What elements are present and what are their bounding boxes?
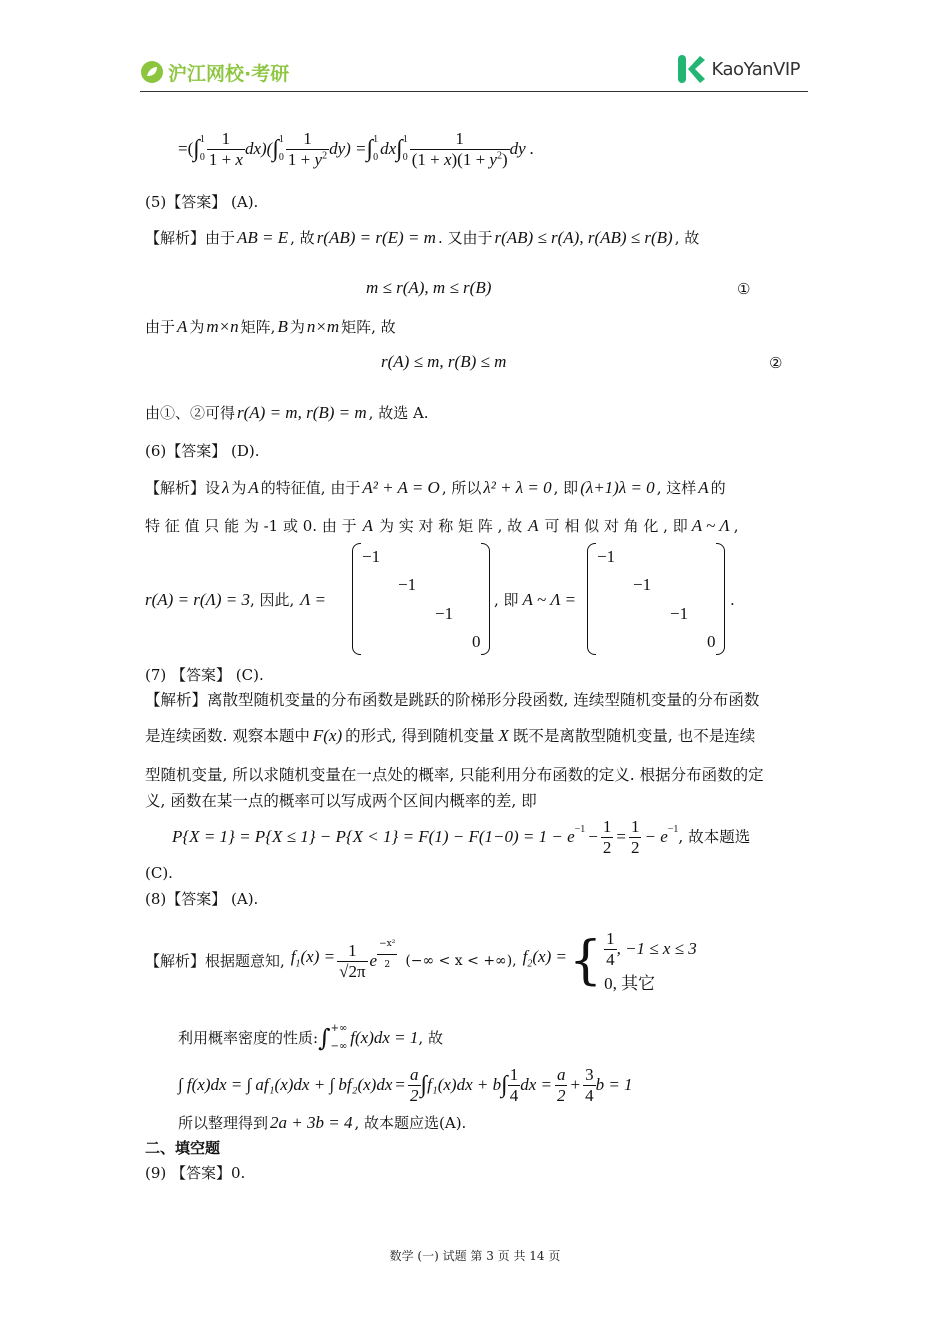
eq-mid2: dy) =: [329, 139, 367, 158]
q8-line4: 所以整理得到 2a + 3b = 4 , 故本题应选(A).: [178, 1113, 467, 1132]
eq-lead: =(: [178, 139, 194, 158]
q5-analysis: 【解析】由于 AB = E , 故 r(AB) = r(E) = m . 又由于 r(AB) ≤ r(A), r(AB) ≤ r(B) , 故: [145, 228, 700, 247]
integral-sign: ∫: [272, 135, 279, 162]
page-footer: 数学 (一) 试题 第 3 页 共 14 页: [389, 1249, 561, 1263]
q6-answer: (6)【答案】 (D).: [145, 442, 260, 460]
integral-limits: 1 0: [199, 134, 205, 163]
matrix-entry: −1: [670, 604, 689, 623]
brand-left-text: 沪江网校·考研: [168, 62, 290, 85]
q6-line3-end: .: [730, 591, 735, 609]
matrix-lambda: [352, 543, 490, 655]
matrix-entry: 0: [707, 632, 716, 651]
eq-tail: dy .: [509, 139, 535, 158]
matrix-entry: −1: [398, 575, 417, 594]
q8-f1-fraction: $\frac{1}{√2\pi}$: [339, 940, 366, 981]
q8-exponent: $\frac{\text{−x²}}{2}$: [377, 934, 397, 975]
integral-sign: ∫: [193, 135, 200, 162]
matrix-entry: −1: [362, 547, 381, 566]
header-rule: [140, 91, 808, 92]
integral-sign: ∫: [501, 1071, 508, 1098]
eq-mid: dx)(: [244, 139, 273, 158]
q7-para1: 【解析】离散型随机变量的分布函数是跳跃的阶梯形分段函数, 连续型随机变量的分布函数: [145, 691, 760, 709]
q6-line3: r(A) = r(Λ) = 3 , 因此, Λ =: [145, 590, 326, 609]
integral-equation: =( ∫ 1 0 $\frac{1}{1 + x}$ dx)( ∫ 1 0 $\frac{1}{1 + y^2}$ dy) = ∫ 1 0 dx ∫ 1 0 $\frac{1}{(1 + x)(1 + y^2)}$ dy .: [178, 128, 535, 169]
matrix-entry: −1: [597, 547, 616, 566]
q7-equation: P{X = 1} = P{X ≤ 1} − P{X < 1} = F(1) − F(1−0) = 1 − e $^{-1}$ − $\frac{1}{2}$ = $\frac{1}{2}$ − e $^{-1}$ , 故本题选: [172, 816, 751, 857]
q5-conclusion: 由①、②可得 r(A) = m, r(B) = m , 故选 A.: [145, 403, 429, 422]
fraction-product: $\frac{1}{(1 + x)(1 + y^2)}$: [411, 128, 508, 169]
kaoyanvip-logo: [676, 52, 800, 86]
q5-line3: 由于 A 为 m×n 矩阵, B 为 n×m 矩阵, 故: [145, 317, 396, 336]
matrix-bracket-right: [481, 543, 490, 655]
q5-eq2: r(A) ≤ m, r(B) ≤ m: [381, 352, 507, 371]
q6-line2: 特 征 值 只 能 为 -1 或 0. 由 于 A 为 实 对 称 矩 阵 , 故 A 可 相 似 对 角 化 , 即 A ~ Λ ,: [145, 516, 739, 535]
header: [140, 52, 808, 92]
q5-eq2-mark: ②: [769, 354, 783, 372]
matrix-similar: [587, 543, 725, 655]
matrix-entry: −1: [633, 575, 652, 594]
q7-para4: 义, 函数在某一点的概率可以写成两个区间内概率的差, 即: [145, 792, 537, 810]
piecewise-brace: {: [568, 931, 603, 991]
q5-answer: (5)【答案】 (A).: [145, 193, 259, 211]
q6-line3-mid: , 即 A ~ Λ =: [494, 590, 577, 609]
hujiang-logo: [140, 58, 289, 86]
integral-sign: ∫: [366, 135, 374, 162]
integral-sign: ∫: [318, 1024, 331, 1052]
matrix-bracket-left: [352, 543, 361, 655]
q7-fraction-2: $\frac{1}{2}$: [630, 816, 640, 857]
q7-para2: 是连续函数. 观察本题中 F(x) 的形式, 得到随机变量 X 既不是离散型随机变量, 也不是连续: [145, 726, 756, 745]
brand-right-text: KaoYanVIP: [711, 58, 800, 80]
integral-sign: ∫: [420, 1071, 428, 1098]
q7-fraction-1: $\frac{1}{2}$: [602, 816, 612, 857]
section-heading: 二、填空题: [145, 1139, 221, 1157]
q8-answer: (8)【答案】 (A).: [145, 890, 259, 908]
q7-end: (C).: [145, 864, 173, 882]
q5-eq1: m ≤ r(A), m ≤ r(B): [366, 278, 492, 297]
q5-eq1-mark: ①: [737, 280, 751, 298]
matrix-entry: −1: [435, 604, 454, 623]
q8-line1: 【解析】根据题意知, $f_1(x)$ = $\frac{1}{√2\pi}$ e $\frac{\text{−x²}}{2}$ (−∞ < x < +∞), $f_2(x)$ = { $\frac{1}{4}$ , −1 ≤ x ≤ 3 0, 其它: [145, 928, 697, 993]
integral-sign: ∫: [396, 135, 403, 162]
q8-line2: 利用概率密度的性质: ∫ +∞ −∞ f(x)dx = 1 , 故: [178, 1023, 443, 1052]
fraction-1-over-1px: $\frac{1}{1 + x}$: [208, 128, 243, 169]
fraction-1-over-1py2: $\frac{1}{1 + y^2}$: [287, 128, 328, 169]
q9-answer: (9) 【答案】0.: [145, 1164, 246, 1182]
k-logo-icon: [676, 53, 706, 85]
matrix-entry: 0: [472, 632, 481, 651]
q6-line1: 【解析】设 λ 为 A 的特征值, 由于 A² + A = O , 所以 λ² + λ = 0 , 即 (λ+1)λ = 0 , 这样 A 的: [145, 478, 726, 497]
q7-answer: (7) 【答案】 (C).: [145, 666, 264, 684]
q7-para3: 型随机变量, 所以求随机变量在一点处的概率, 只能利用分布函数的定义. 根据分布函数的定: [145, 766, 764, 784]
q8-line3: ∫ f(x)dx = ∫ af₁(x)dx + ∫ bf₂(x)dx = $\frac{a}{2}$ ∫ f₁(x)dx + b ∫ $\frac{1}{4}$ dx = $\frac{a}{2}$ + $\frac{3}{4}$ b = 1: [178, 1064, 633, 1105]
piecewise-cases: $\frac{1}{4}$ , −1 ≤ x ≤ 3 0, 其它: [604, 928, 697, 993]
eq-mid3: dx: [380, 139, 397, 158]
leaf-icon: [140, 60, 164, 84]
